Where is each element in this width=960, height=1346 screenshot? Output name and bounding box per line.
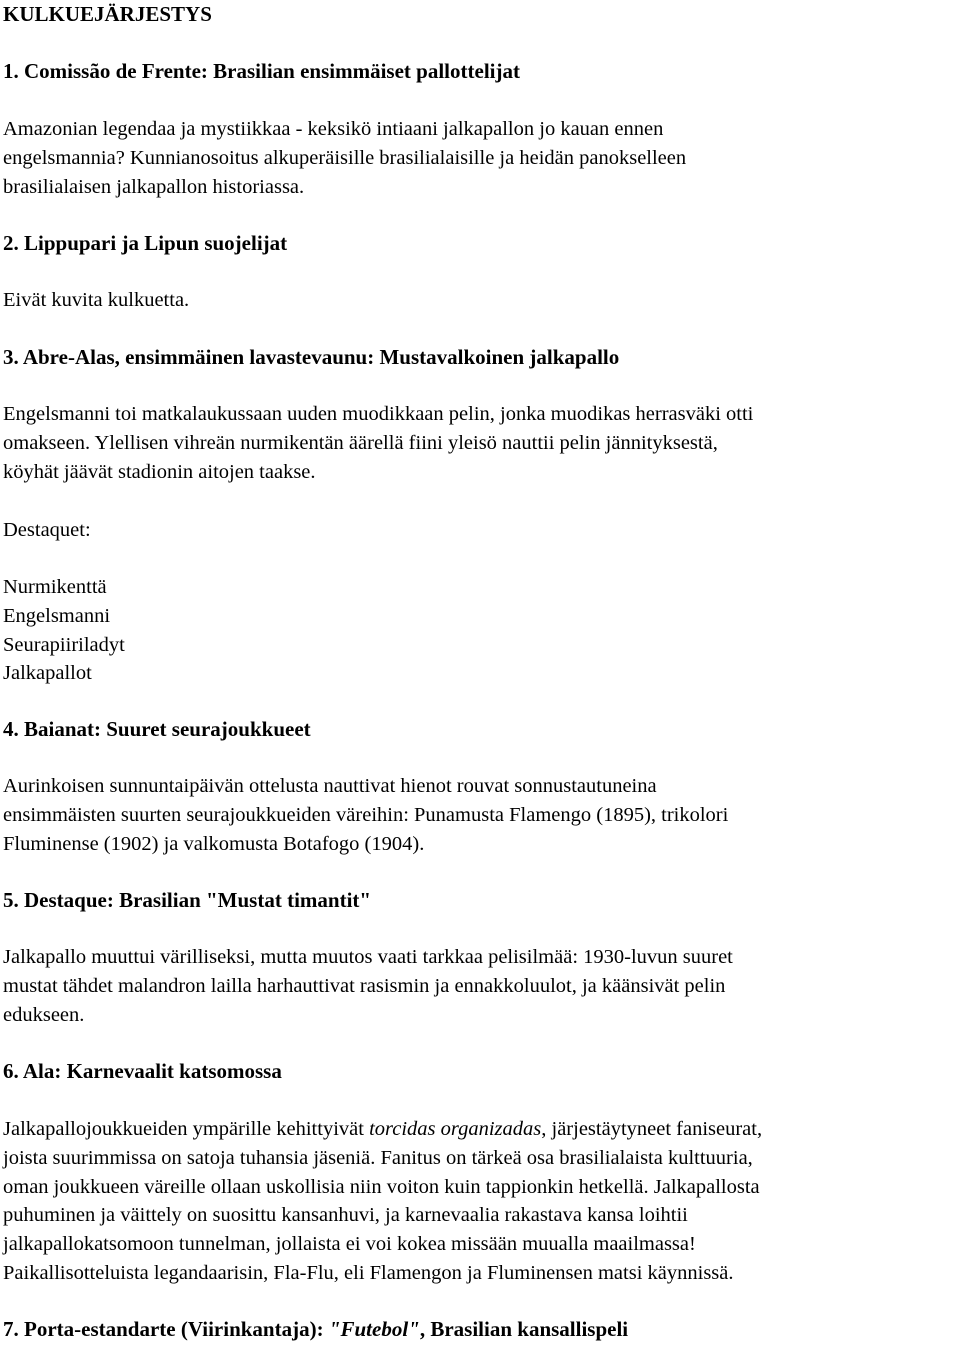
section-1-heading: 1. Comissão de Frente: Brasilian ensimmäiset pallottelijat bbox=[3, 59, 520, 83]
line-text: , järjestäytyneet faniseurat, bbox=[541, 1118, 763, 1140]
paragraph-line: Amazonian legendaa ja mystiikkaa - keksikö intiaani jalkapallon jo kauan ennen bbox=[3, 118, 664, 140]
section-2-heading: 2. Lippupari ja Lipun suojelijat bbox=[3, 231, 288, 255]
section-7-heading bbox=[3, 1315, 628, 1344]
paragraph-line: Paikallisotteluista legandaarisin, Fla-Flu, eli Flamengon ja Fluminensen matsi käynnissä. bbox=[3, 1261, 734, 1284]
section-2-paragraph bbox=[3, 286, 958, 315]
document-title: KULKUEJÄRJESTYS bbox=[3, 2, 212, 26]
line-text: Jalkapallojoukkueiden ympärille kehittyivät bbox=[3, 1118, 370, 1140]
paragraph-line: edukseen. bbox=[3, 1003, 85, 1026]
paragraph-line: oman joukkueen väreille ollaan uskollisia niin voiton kuin tappionkin hetkellä. Jalkapallosta bbox=[3, 1175, 760, 1198]
destaquet-item: Seurapiiriladyt bbox=[3, 633, 125, 656]
section-6-paragraph bbox=[3, 1115, 958, 1288]
paragraph-line: Jalkapallo muuttui värilliseksi, mutta muutos vaati tarkkaa pelisilmää: 1930-luvun suuret bbox=[3, 946, 733, 968]
italic-term: "Futebol" bbox=[328, 1317, 420, 1341]
paragraph-line bbox=[3, 1115, 958, 1144]
heading-text: , Brasilian kansallispeli bbox=[419, 1317, 629, 1341]
section-5-paragraph bbox=[3, 943, 958, 1029]
destaquet-item: Jalkapallot bbox=[3, 662, 92, 685]
section-3-heading: 3. Abre-Alas, ensimmäinen lavastevaunu: Mustavalkoinen jalkapallo bbox=[3, 345, 620, 369]
destaquet-label bbox=[3, 516, 958, 545]
paragraph-line: joista suurimmissa on satoja tuhansia jäseniä. Fanitus on tärkeä osa brasilialaista kulttuuria, bbox=[3, 1146, 753, 1169]
paragraph-line: Fluminense (1902) ja valkomusta Botafogo (1904). bbox=[3, 832, 425, 855]
section-3-paragraph bbox=[3, 400, 958, 486]
paragraph-line: puhuminen ja väittely on suosittu kansanhuvi, ja karnevaalia rakastava kansa loihtii bbox=[3, 1204, 688, 1227]
paragraph-line: ensimmäisten suurten seurajoukkueiden väreihin: Punamusta Flamengo (1895), trikolori bbox=[3, 803, 729, 826]
destaquet-label-text: Destaquet: bbox=[3, 519, 91, 541]
destaquet-item: Engelsmanni bbox=[3, 604, 111, 627]
italic-term: torcidas organizadas bbox=[369, 1118, 542, 1140]
destaquet-list bbox=[3, 573, 958, 688]
section-5-heading: 5. Destaque: Brasilian "Mustat timantit" bbox=[3, 888, 372, 912]
paragraph-line: Engelsmanni toi matkalaukussaan uuden muodikkaan pelin, jonka muodikas herrasväki otti bbox=[3, 403, 754, 425]
paragraph-line: omakseen. Ylellisen vihreän nurmikentän äärellä fiini yleisö nauttii pelin jännityksestä, bbox=[3, 431, 718, 454]
destaquet-item: Nurmikenttä bbox=[3, 576, 107, 598]
section-1-paragraph bbox=[3, 115, 958, 201]
paragraph-line: brasilialaisen jalkapallon historiassa. bbox=[3, 175, 305, 198]
paragraph-line: köyhät jäävät stadionin aitojen taakse. bbox=[3, 460, 316, 483]
section-4-paragraph bbox=[3, 772, 958, 858]
paragraph-line: jalkapallokatsomoon tunnelman, jollaista ei voi kokea missään muualla maailmassa! bbox=[3, 1233, 696, 1256]
paragraph-line: engelsmannia? Kunnianosoitus alkuperäisille brasilialaisille ja heidän panokselleen bbox=[3, 146, 687, 169]
paragraph-line: Eivät kuvita kulkuetta. bbox=[3, 289, 190, 311]
paragraph-line: mustat tähdet malandron lailla harhauttivat rasismin ja ennakkoluulot, ja käänsivät pelin bbox=[3, 974, 726, 997]
section-6-heading: 6. Ala: Karnevaalit katsomossa bbox=[3, 1059, 282, 1083]
heading-text: 7. Porta-estandarte (Viirinkantaja): bbox=[3, 1317, 329, 1341]
section-4-heading: 4. Baianat: Suuret seurajoukkueet bbox=[3, 717, 311, 741]
paragraph-line: Aurinkoisen sunnuntaipäivän ottelusta nauttivat hienot rouvat sonnustautuneina bbox=[3, 775, 657, 797]
